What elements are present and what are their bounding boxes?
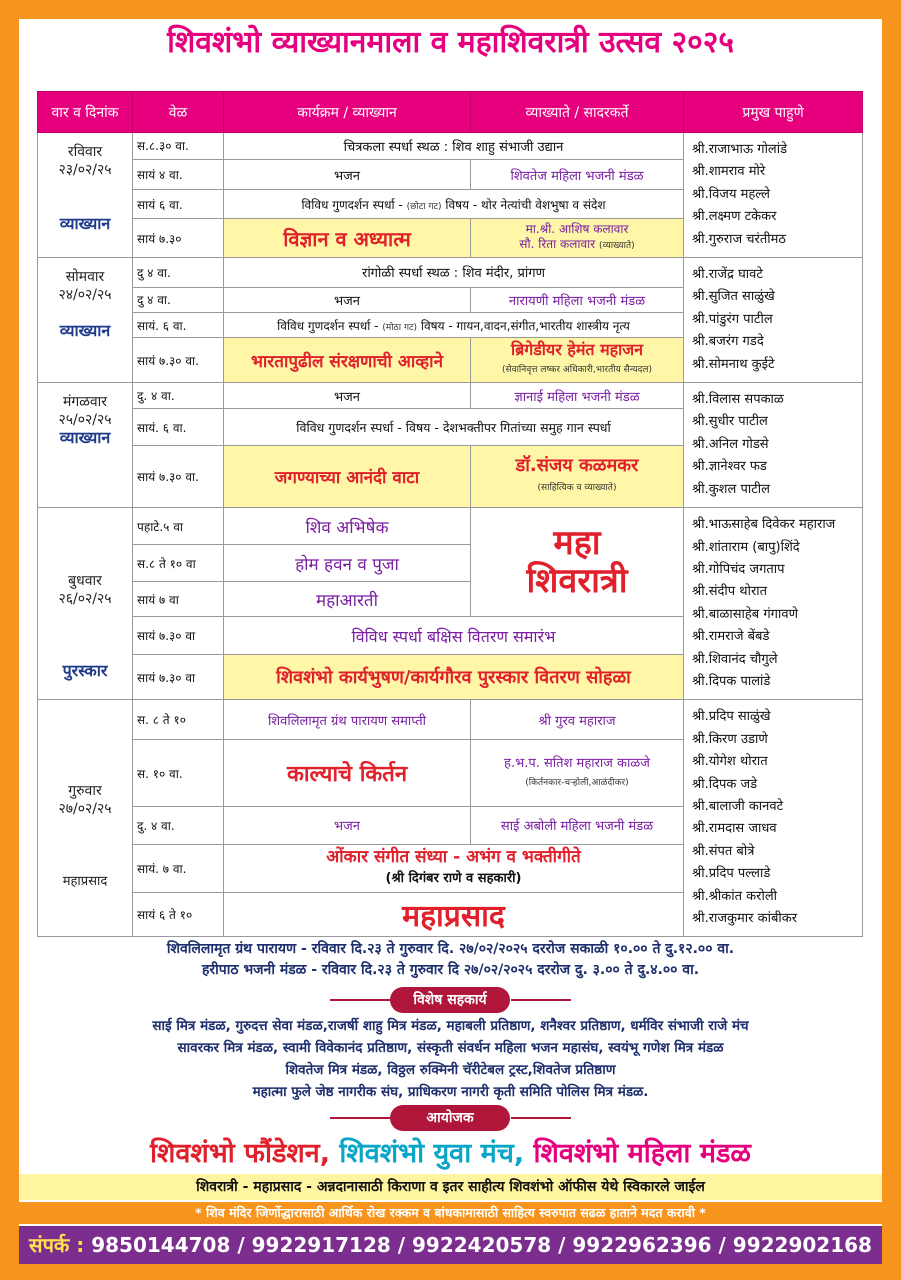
- header-day: वार व दिनांक: [38, 92, 133, 133]
- contact-bar: संपर्क : 9850144708 / 9922917128 / 9922420578 / 9922962396 / 9922902168: [19, 1226, 882, 1264]
- lecture-title: जगण्याच्या आनंदी वाटा: [224, 446, 471, 508]
- table-row: गुरुवार २७/०२/२५ महाप्रसाद स. ८ ते १० शिवलिलामृत ग्रंथ पारायण समाप्ती श्री गुरव महाराज श्री.प्रदिप साळुंखे श्री.किरण उडाणे श्री.योगेश थोरात श्री.दिपक जडे श्री.बालाजी कानवटे श्री.रामदास जाधव श्री.संपत बोत्रे श्री.प्रदिप पल्लाडे श्री.श्रीकांत करोली श्री.राजकुमार कांबीकर: [38, 700, 863, 740]
- guests-sunday: श्री.राजाभाऊ गोलांडे श्री.शामराव मोरे श्री.विजय महल्ले श्री.लक्ष्मण टकेकर श्री.गुरुराज चरंतीमठ: [684, 133, 863, 258]
- table-row: रविवार २३/०२/२५ व्याख्यान स.८.३० वा. चित्रकला स्पर्धा स्थळ : शिव शाहु संभाजी उद्यान श्री.राजाभाऊ गोलांडे श्री.शामराव मोरे श्री.विजय महल्ले श्री.लक्ष्मण टकेकर श्री.गुरुराज चरंतीमठ: [38, 133, 863, 160]
- day-cell-monday: सोमवार २४/०२/२५ व्याख्यान: [38, 258, 133, 383]
- table-row: मंगळवार २५/०२/२५ व्याख्यान दु. ४ वा. भजन ज्ञानाई महिला भजनी मंडळ श्री.विलास सपकाळ श्री.सुधीर पाटील श्री.अनिल गोडसे श्री.ज्ञानेश्वर फड श्री.कुशल पाटील: [38, 383, 863, 409]
- table-row: बुधवार २६/०२/२५ पुरस्कार पहाटे.५ वा शिव अभिषेक महा शिवरात्री श्री.भाऊसाहेब दिवेकर महाराज श्री.शांताराम (बापु)शिंदे श्री.गोपिचंद जगताप श्री.संदीप थोरात श्री.बाळासाहेब गंगावणे श्री.रामराजे बेंबडे श्री.शिवानंद चौगुले श्री.दिपक पालांडे: [38, 508, 863, 545]
- table-header-row: [38, 92, 863, 133]
- organizers: शिवशंभो फौंडेशन, शिवशंभो युवा मंच, शिवशंभो महिला मंडळ: [150, 1138, 751, 1169]
- table-row: सायं ६ ते १० महाप्रसाद: [38, 893, 863, 937]
- guests-wednesday: श्री.भाऊसाहेब दिवेकर महाराज श्री.शांताराम (बापु)शिंदे श्री.गोपिचंद जगताप श्री.संदीप थोरात श्री.बाळासाहेब गंगावणे श्री.रामराजे बेंबडे श्री.शिवानंद चौगुले श्री.दिपक पालांडे: [684, 508, 863, 700]
- header-guests: प्रमुख पाहुणे: [684, 92, 863, 133]
- lecture-title: भारतापुढील संरक्षणाची आव्हाने: [224, 338, 471, 383]
- guests-monday: श्री.राजेंद्र घावटे श्री.सुजित साळुंखे श्री.पांडुरंग पाटील श्री.बजरंग गडदे श्री.सोमनाथ कुईटे: [684, 258, 863, 383]
- table-row: सोमवार २४/०२/२५ व्याख्यान दु ४ वा. रांगोळी स्पर्धा स्थळ : शिव मंदीर, प्रांगण श्री.राजेंद्र घावटे श्री.सुजित साळुंखे श्री.पांडुरंग पाटील श्री.बजरंग गडदे श्री.सोमनाथ कुईटे: [38, 258, 863, 287]
- mahaprasad-banner: महाप्रसाद: [224, 893, 684, 937]
- organizer-badge: आयोजक: [390, 1105, 510, 1131]
- day-cell-wednesday: बुधवार २६/०२/२५ पुरस्कार: [38, 508, 133, 700]
- table-row: सायं ७.३० वा. भारतापुढील संरक्षणाची आव्हाने ब्रिगेडीयर हेमंत महाजन (सेवानिवृत्त लष्कर अधिकारी,भारतीय सैन्यदल): [38, 338, 863, 383]
- header-time: वेळ: [133, 92, 224, 133]
- table-row: दु. ४ वा. भजन साई अबोली महिला भजनी मंडळ: [38, 806, 863, 844]
- table-row: सायं ६ वा. विविध गुणदर्शन स्पर्धा - (छोटा गट) विषय - थोर नेत्यांची वेशभुषा व संदेश: [38, 190, 863, 219]
- donation-notice: शिवरात्री - महाप्रसाद - अन्नदानासाठी किराणा व इतर साहीत्य शिवशंभो ऑफीस येथे स्विकारले जाईल: [19, 1174, 882, 1200]
- table-row: सायं ७ वा महाआरती: [38, 582, 863, 617]
- table-row: सायं ७.३० वा विविध स्पर्धा बक्षिस वितरण समारंभ: [38, 617, 863, 655]
- day-cell-tuesday: मंगळवार २५/०२/२५ व्याख्यान: [38, 383, 133, 508]
- ornament-right: [511, 999, 571, 1001]
- note-line-2: हरीपाठ भजनी मंडळ - रविवार दि.२३ ते गुरुवार दि २७/०२/२०२५ दररोज दु. ३.०० ते दु.४.०० वा.: [201, 962, 700, 978]
- day-cell-sunday: रविवार २३/०२/२५ व्याख्यान: [38, 133, 133, 258]
- contact-numbers: 9850144708 / 9922917128 / 9922420578 / 9922962396 / 9922902168: [91, 1233, 872, 1257]
- guests-thursday: श्री.प्रदिप साळुंखे श्री.किरण उडाणे श्री.योगेश थोरात श्री.दिपक जडे श्री.बालाजी कानवटे श्री.रामदास जाधव श्री.संपत बोत्रे श्री.प्रदिप पल्लाडे श्री.श्रीकांत करोली श्री.राजकुमार कांबीकर: [684, 700, 863, 937]
- header-program: कार्यक्रम / व्याख्यान: [224, 92, 471, 133]
- table-row: सायं ७.३० वा. जगण्याच्या आनंदी वाटा डॉ.संजय कळमकर (साहित्यिक व व्याख्याते): [38, 446, 863, 508]
- table-row: सायं ४ वा. भजन शिवतेज महिला भजनी मंडळ: [38, 159, 863, 189]
- table-row: स. १० वा. काल्याचे किर्तन ह.भ.प. सतिश महाराज काळजे (किर्तनकार-चऱ्होली,आळंदीकर): [38, 740, 863, 806]
- table-row: सायं ७.३० वा शिवशंभो कार्यभुषण/कार्यगौरव पुरस्कार वितरण सोहळा: [38, 655, 863, 700]
- maha-shivratri-banner: महा शिवरात्री: [471, 508, 684, 617]
- table-row: सायं ७.३० विज्ञान व अध्यात्म मा.श्री. आशिष कलावार सौ. रिता कलावार (व्याख्याते): [38, 219, 863, 258]
- note-line-1: शिवलिलामृत ग्रंथ पारायण - रविवार दि.२३ ते गुरुवार दि. २७/०२/२०२५ दररोज सकाळी १०.०० ते दु.१२.०० वा.: [166, 941, 735, 957]
- day-cell-thursday: गुरुवार २७/०२/२५ महाप्रसाद: [38, 700, 133, 937]
- poster-title: शिवशंभो व्याख्यानमाला व महाशिवरात्री उत्सव २०२५: [167, 25, 734, 60]
- ornament-right-2: [511, 1117, 571, 1119]
- temple-appeal: * शिव मंदिर जिर्णोद्धारासाठी आर्थिक रोख रक्कम व बांधकामासाठी साहित्य स्वरुपात सढळ हाताने मदत करावी *: [19, 1202, 882, 1224]
- ornament-left: [330, 999, 390, 1001]
- guests-tuesday: श्री.विलास सपकाळ श्री.सुधीर पाटील श्री.अनिल गोडसे श्री.ज्ञानेश्वर फड श्री.कुशल पाटील: [684, 383, 863, 508]
- sponsors-list: साई मित्र मंडळ, गुरुदत्त सेवा मंडळ,राजर्षी शाहु मित्र मंडळ, महाबली प्रतिष्ठाण, शनैश्वर प्रतिष्ठाण, धर्मविर संभाजी राजे मंच सावरकर मित्र मंडळ, स्वामी विवेकानंद प्रतिष्ठाण, संस्कृती संवर्धन महिला भजन महासंघ, स्वयंभू गणेश मित्र मंडळ शिवतेज मित्र मंडळ, विठ्ठल रुक्मिनी चॅरीटेबल ट्रस्ट,शिवतेज प्रतिष्ठाण महात्मा फुले जेष्ठ नागरीक संघ, प्राधिकरण नागरी कृती समिति पोलिस मित्र मंडळ.: [152, 1018, 749, 1100]
- table-row: सायं. ७ वा. ओंकार संगीत संध्या - अभंग व भक्तीगीते (श्री दिगंबर राणे व सहकारी): [38, 844, 863, 892]
- schedule-table: [37, 91, 863, 937]
- table-row: दु ४ वा. भजन नारायणी महिला भजनी मंडळ: [38, 287, 863, 312]
- ornament-left-2: [330, 1117, 390, 1119]
- table-row: स.८ ते १० वा होम हवन व पुजा: [38, 545, 863, 582]
- special-badge: विशेष सहकार्य: [390, 987, 510, 1013]
- header-speaker: व्याख्याते / सादरकर्ते: [471, 92, 684, 133]
- table-row: सायं. ६ वा. विविध गुणदर्शन स्पर्धा - विषय - देशभक्तीपर गितांच्या समुह गान स्पर्धा: [38, 409, 863, 446]
- lecture-title: विज्ञान व अध्यात्म: [224, 219, 471, 258]
- table-row: सायं. ६ वा. विविध गुणदर्शन स्पर्धा - (मोठा गट) विषय - गायन,वादन,संगीत,भारतीय शास्त्रीय नृत्य: [38, 312, 863, 337]
